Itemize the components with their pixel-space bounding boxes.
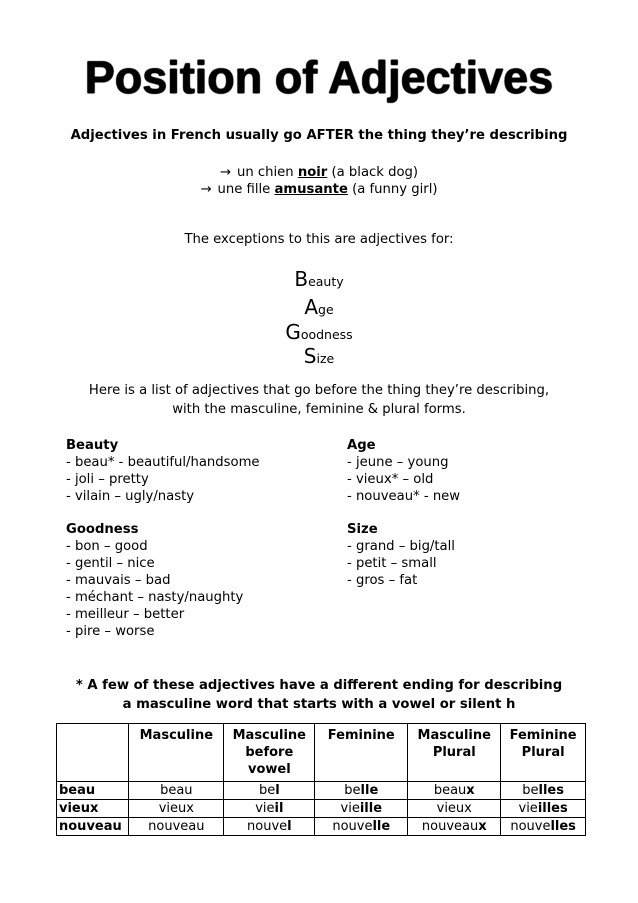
cell-fem-plural: vieilles: [501, 800, 586, 818]
list-item: - mauvais – bad: [66, 573, 171, 588]
cell-feminine: belle: [315, 782, 408, 800]
header-masculine: Masculine: [129, 724, 224, 782]
list-item: - pire – worse: [66, 624, 155, 639]
cell-masculine: vieux: [129, 800, 224, 818]
page-title: Position of Adjectives: [84, 52, 554, 103]
exceptions-text: The exceptions to this are adjectives for:: [184, 232, 454, 247]
table-row: [57, 800, 586, 818]
list-item: - gros – fat: [347, 573, 418, 588]
table-header-row: [57, 724, 586, 782]
list-item: - nouveau* - new: [347, 489, 461, 504]
group-heading: Goodness: [66, 522, 139, 537]
list-item: - beau* - beautiful/handsome: [66, 455, 260, 470]
header-feminine-plural: Feminine Plural: [501, 724, 586, 782]
footnote: * A few of these adjectives have a different ending for describing a masculine word that starts with a vowel or silent h: [75, 678, 563, 712]
group-age: [347, 437, 460, 505]
example-keyword: amusante: [274, 182, 348, 197]
cell-feminine: nouvelle: [315, 818, 408, 836]
list-item: - bon – good: [66, 539, 148, 554]
cell-masc-plural: vieux: [408, 800, 501, 818]
bags-size: Size: [303, 344, 335, 368]
forms-table: [56, 723, 586, 836]
header-masculine-plural: Masculine Plural: [408, 724, 501, 782]
group-heading: Beauty: [66, 438, 119, 453]
list-item: - grand – big/tall: [347, 539, 455, 554]
example-keyword: noir: [297, 165, 328, 180]
cell-masculine: beau: [129, 782, 224, 800]
cell-feminine: vieille: [315, 800, 408, 818]
bags-goodness: Goodness: [285, 320, 353, 344]
header-feminine: Feminine: [315, 724, 408, 782]
example-1: [0, 165, 638, 180]
group-heading: Size: [347, 522, 378, 537]
list-item: - gentil – nice: [66, 556, 155, 571]
cell-fem-plural: nouvelles: [501, 818, 586, 836]
cell-masc-plural: nouveaux: [408, 818, 501, 836]
row-label: vieux: [57, 800, 129, 818]
bags-beauty: Beauty: [294, 267, 344, 291]
table-row: [57, 818, 586, 836]
header-blank: [57, 724, 129, 782]
cell-masc-vowel: nouvel: [224, 818, 315, 836]
cell-fem-plural: belles: [501, 782, 586, 800]
list-item: - joli – pretty: [66, 472, 149, 487]
intro-rule: Adjectives in French usually go AFTER the thing they’re describing: [70, 128, 568, 143]
list-intro: Here is a list of adjectives that go before the thing they’re describing, with the masculine, feminine & plural forms.: [88, 383, 550, 417]
cell-masc-vowel: bel: [224, 782, 315, 800]
group-beauty: [66, 437, 260, 505]
example-text: une fille: [217, 182, 275, 197]
example-translation: (a funny girl): [347, 182, 438, 197]
table-row: [57, 782, 586, 800]
cell-masc-plural: beaux: [408, 782, 501, 800]
header-masculine-before-vowel: Masculine before vowel: [224, 724, 315, 782]
list-item: - petit – small: [347, 556, 437, 571]
row-label: beau: [57, 782, 129, 800]
list-item: - meilleur – better: [66, 607, 185, 622]
group-heading: Age: [347, 438, 376, 453]
example-translation: (a black dog): [327, 165, 419, 180]
arrow-right-icon: →: [219, 165, 231, 180]
bags-age: Age: [304, 295, 334, 319]
group-size: [347, 521, 455, 589]
arrow-right-icon: →: [200, 182, 212, 197]
list-item: - méchant – nasty/naughty: [66, 590, 244, 605]
list-item: - vilain – ugly/nasty: [66, 489, 195, 504]
row-label: nouveau: [57, 818, 129, 836]
list-item: - vieux* – old: [347, 472, 434, 487]
list-item: - jeune – young: [347, 455, 449, 470]
example-2: [0, 182, 638, 197]
cell-masculine: nouveau: [129, 818, 224, 836]
group-goodness: [66, 521, 243, 640]
example-text: un chien: [236, 165, 298, 180]
cell-masc-vowel: vieil: [224, 800, 315, 818]
